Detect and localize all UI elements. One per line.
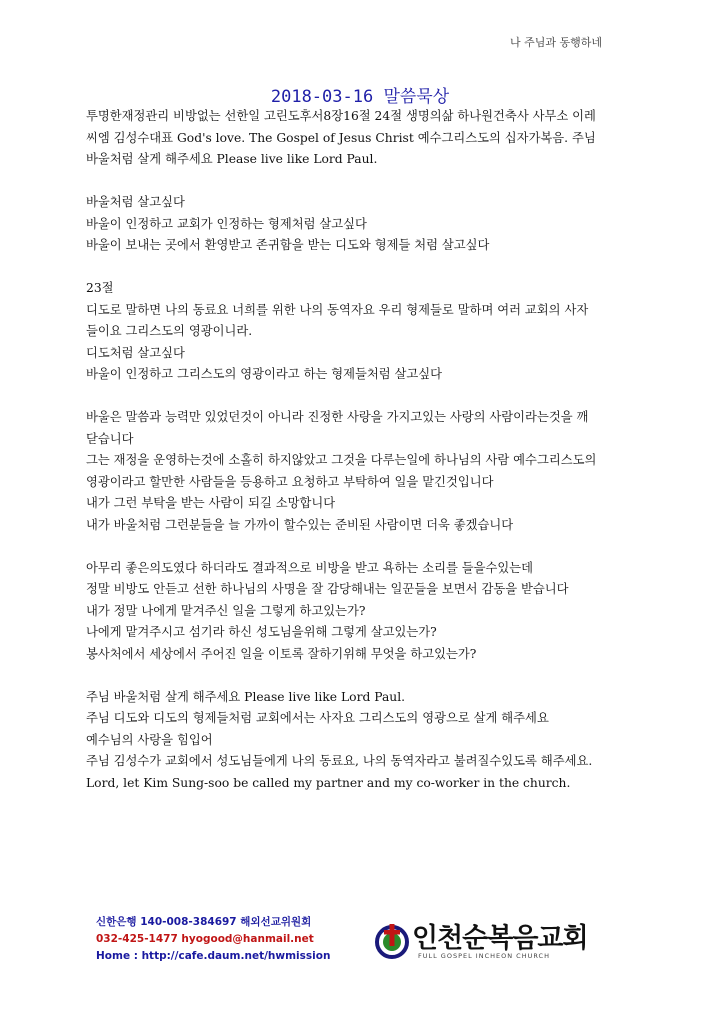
text-line: 바울이 인정하고 그리스도의 영광이라고 하는 형제들처럼 살고싶다 <box>86 367 443 381</box>
text-line: 23절 <box>86 281 114 295</box>
bank-account: 신한은행 140-008-384697 해외선교위원회 <box>96 916 312 928</box>
text-line: 아무리 좋은의도였다 하더라도 결과적으로 비방을 받고 욕하는 소리를 들을수있는데 <box>86 560 534 575</box>
text-line: 바울처럼 살고싶다 <box>86 195 185 209</box>
church-logo <box>372 916 602 966</box>
page-header-note: 나 주님과 동행하네 <box>509 36 602 49</box>
text-line: 투명한재정관리 비방없는 선한일 고린도후서8장16절 24절 생명의삶 하나원건축사 사무소 이레씨엠 김성수대표 God's love. The Gospel of Jesus Christ 예수그리스도의 십자가복음. 주님 바울처럼 살게 해주세요 Please live like Lord Paul. <box>86 109 596 166</box>
paragraph-verse-23 <box>86 278 600 386</box>
meditation-body <box>86 106 600 816</box>
paragraph-reflection <box>86 558 600 666</box>
text-line: 주님 디도와 디도의 형제들처럼 교회에서는 사자요 그리스도의 영광으로 살게 해주세요 <box>86 711 549 725</box>
text-line: 그는 재정을 운영하는것에 소홀히 하지않았고 그것을 다루는일에 하나님의 사람 예수그리스도의 영광이라고 할만한 사람들을 등용하고 요청하고 부탁하여 일을 맡긴것입니다 <box>86 453 597 489</box>
text-line: 나에게 맡겨주시고 섬기라 하신 성도님을위해 그렇게 살고있는가? <box>86 625 437 639</box>
text-line: 바울이 인정하고 교회가 인정하는 형제처럼 살고싶다 <box>86 216 367 231</box>
page-title: 2018-03-16 말씀묵상 <box>270 87 450 107</box>
intro-paragraph <box>86 106 600 171</box>
text-line: 바울이 보내는 곳에서 환영받고 존귀함을 받는 디도와 형제들 처럼 살고싶다 <box>86 238 490 252</box>
contact-line[interactable]: 032-425-1477 hyogood@hanmail.net <box>96 933 314 945</box>
homepage-link[interactable]: Home : http://cafe.daum.net/hwmission <box>96 950 331 962</box>
text-line: 정말 비방도 안듣고 선한 하나님의 사명을 잘 감당해내는 일꾼들을 보면서 감동을 받습니다 <box>86 582 569 596</box>
text-line: 내가 그런 부탁을 받는 사람이 되길 소망합니다 <box>86 496 336 510</box>
text-line: 디도로 말하면 나의 동료요 너희를 위한 나의 동역자요 우리 형제들로 말하며 여러 교회의 사자들이요 그리스도의 영광이니라. <box>86 302 589 338</box>
text-line: 예수님의 사랑을 힘입어 <box>86 732 213 747</box>
church-name-english: FULL GOSPEL INCHEON CHURCH <box>418 952 550 960</box>
text-line: 내가 정말 나에게 맡겨주신 일을 그렇게 하고있는가? <box>86 603 366 618</box>
text-line: 주님 바울처럼 살게 해주세요 Please live like Lord Paul. <box>86 689 406 704</box>
text-line: 바울은 말씀과 능력만 있었던것이 아니라 진정한 사랑을 가지고있는 사랑의 사람이라는것을 깨닫습니다 <box>86 410 589 446</box>
text-line: 주님 김성수가 교회에서 성도님들에게 나의 동료요, 나의 동역자라고 불려질수있도록 해주세요. Lord, let Kim Sung-soo be called my partner and my co-worker in the church. <box>86 754 593 790</box>
text-line: 디도처럼 살고싶다 <box>86 345 185 360</box>
church-name: 인천순복음교회 <box>412 923 588 954</box>
footer-contact <box>96 914 356 965</box>
church-emblem-icon <box>372 920 412 960</box>
text-line: 내가 바울처럼 그런분들을 늘 가까이 할수있는 준비된 사람이면 더욱 좋겠습니다 <box>86 517 514 532</box>
text-line: 봉사처에서 세상에서 주어진 일을 이토록 잘하기위해 무엇을 하고있는가? <box>86 646 477 661</box>
paragraph-paul-love <box>86 407 600 536</box>
paragraph-prayer <box>86 687 600 795</box>
paragraph-live-like-paul <box>86 192 600 257</box>
